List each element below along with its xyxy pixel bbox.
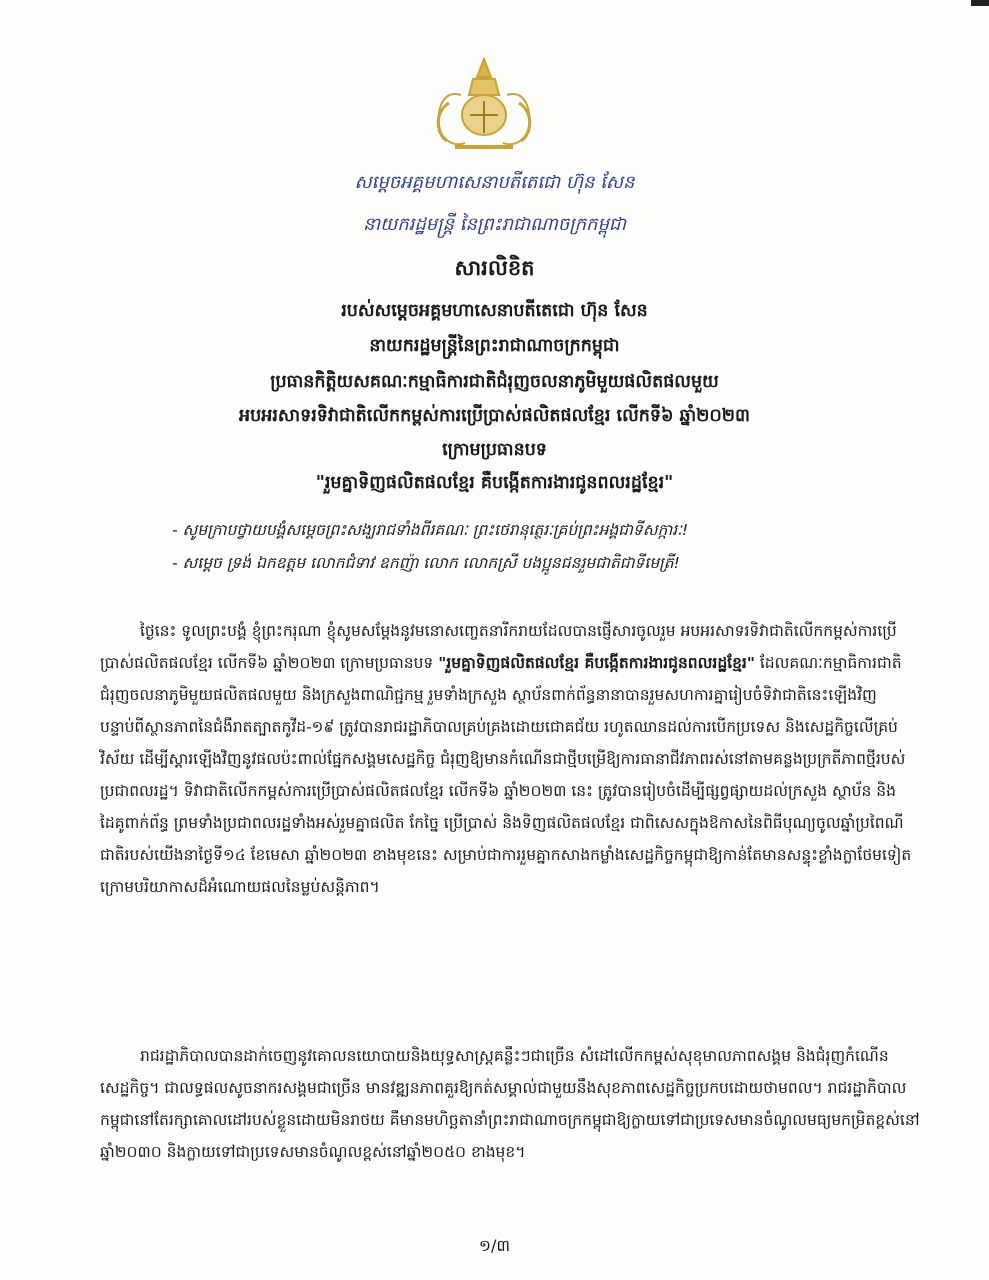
greeting-line-2: - សម្តេច ទ្រង់ ឯកឧត្តម លោកជំទាវ ឧកញ៉ា លោក លោកស្រី បងប្អូនជនរួមជាតិជាទីមេត្រី! [172, 554, 680, 572]
subtitle-line-1: របស់សម្តេចអគ្គមហាសេនាបតីតេជោ ហ៊ុន សែន [341, 301, 648, 321]
paragraph-2 [100, 1040, 920, 1168]
header-line-1: សម្តេចអគ្គមហាសេនាបតីតេជោ ហ៊ុន សែន [354, 172, 635, 193]
header-line-2: នាយករដ្ឋមន្ត្រី នៃព្រះរាជាណាចក្រកម្ពុជា [362, 214, 627, 235]
document-title: សារលិខិត [454, 256, 535, 280]
paragraph-1 [100, 615, 920, 903]
subtitle-line-2: នាយករដ្ឋមន្ត្រីនៃព្រះរាជាណាចក្រកម្ពុជា [369, 336, 620, 356]
royal-emblem-icon [425, 55, 543, 155]
paragraph-1-body: ដែលគណៈកម្មាធិការជាតិជំរុញចលនាភូមិមួយផលិតផលមួយ និងក្រសួងពាណិជ្ជកម្ម រួមទាំងក្រសួង ស្ថាប័នពាក់ព័ន្ធនានាបានរួមសហការគ្នារៀបចំទិវាជាតិនេះឡើងវិញបន្ទាប់ពីស្ថានភាពនៃជំងឺរាតត្បាតកូវីដ-១៩ ត្រូវបានរាជរដ្ឋាភិបាលគ្រប់គ្រងដោយជោគជ័យ រហូតឈានដល់ការបើកប្រទេស និងសេដ្ឋកិច្ចលើគ្រប់វិស័យ ដើម្បីស្តារឡើងវិញនូវផលប៉ះពាល់ផ្នែកសង្គមសេដ្ឋកិច្ច ជំរុញឱ្យមានកំណើនជាថ្មីបម្រើឱ្យការធានាជីវភាពរស់នៅតាមគន្លងប្រក្រតីភាពថ្មីរបស់ប្រជាពលរដ្ឋ។ ទិវាជាតិលើកកម្ពស់ការប្រើប្រាស់ផលិតផលខ្មែរ លើកទី៦ ឆ្នាំ២០២៣ នេះ ត្រូវបានរៀបចំដើម្បីផ្សព្វផ្សាយដល់ក្រសួង ស្ថាប័ន និងដៃគូពាក់ព័ន្ធ ព្រមទាំងប្រជាពលរដ្ឋទាំងអស់រួមគ្នាផលិត កែច្នៃ ប្រើប្រាស់ និងទិញផលិតផលខ្មែរ ជាពិសេសក្នុងឱកាសនៃពិធីបុណ្យចូលឆ្នាំប្រពៃណីជាតិរបស់យើងនាថ្ងៃទី១៤ ខែមេសា ឆ្នាំ២០២៣ ខាងមុខនេះ សម្រាប់ជាការរួមគ្នាកសាងកម្លាំងសេដ្ឋកិច្ចកម្ពុជាឱ្យកាន់តែមានសន្ទុះខ្លាំងក្លាថែមទៀត ក្រោមបរិយាកាសដ៏អំណោយផលនៃម្លប់សន្តិភាព។ [100, 654, 912, 896]
paragraph-2-text: រាជរដ្ឋាភិបាលបានដាក់ចេញនូវគោលនយោបាយនិងយុទ្ធសាស្ត្រគន្លឹះៗជាច្រើន សំដៅលើកកម្ពស់សុខុមាលភាពសង្គម និងជំរុញកំណើនសេដ្ឋកិច្ច។ ជាលទ្ធផលសូចនាករសង្គមជាច្រើន មានវឌ្ឍនភាពគួរឱ្យកត់សម្គាល់ជាមួយនឹងសុខភាពសេដ្ឋកិច្ចប្រកបដោយថាមពល។ រាជរដ្ឋាភិបាលកម្ពុជានៅតែរក្សាគោលដៅរបស់ខ្លួនដោយមិនរាថយ គឺមានមហិច្ឆតានាំព្រះរាជាណាចក្រកម្ពុជាឱ្យក្លាយទៅជាប្រទេសមានចំណូលមធ្យមកម្រិតខ្ពស់នៅឆ្នាំ២០៣០ និងក្លាយទៅជាប្រទេសមានចំណូលខ្ពស់នៅឆ្នាំ២០៥០ ខាងមុខ។ [100, 1047, 920, 1161]
page-number: ១/៣ [478, 1236, 511, 1255]
subtitle-line-3: ប្រធានកិត្តិយសគណៈកម្មាធិការជាតិជំរុញចលនាភូមិមួយផលិតផលមួយ [270, 372, 719, 392]
paragraph-1-theme: "រួមគ្នាទិញផលិតផលខ្មែរ គឺបង្កើតការងារជូនពលរដ្ឋខ្មែរ" [438, 654, 755, 672]
subtitle-line-4: អបអរសាទរទិវាជាតិលើកកម្ពស់ការប្រើប្រាស់ផលិតផលខ្មែរ លើកទី៦ ឆ្នាំ២០២៣ [239, 406, 750, 426]
subtitle-line-6: "រួមគ្នាទិញផលិតផលខ្មែរ គឺបង្កើតការងារជូនពលរដ្ឋខ្មែរ" [315, 473, 674, 493]
greeting-line-1: - សូមក្រាបថ្វាយបង្គំសម្តេចព្រះសង្ឃរាជទាំងពីរគណៈ ព្រះថេរានុត្ថេរៈគ្រប់ព្រះអង្គជាទីសក្ការៈ! [172, 521, 689, 539]
paragraph-1-intro: ថ្ងៃនេះ ទូលព្រះបង្គំ ខ្ញុំព្រះករុណា ខ្ញុំសូមសម្តែងនូវមនោសញ្ចេតនារីករាយដែលបានផ្ញើសារចូលរួម អបអរសាទរទិវាជាតិលើកកម្ពស់ការប្រើប្រាស់ផលិតផលខ្មែរ លើកទី៦ ឆ្នាំ២០២៣ ក្រោមប្រធានបទ [100, 622, 897, 672]
subtitle-line-5: ក្រោមប្រធានបទ [442, 440, 547, 460]
corner-mark [971, 0, 989, 6]
